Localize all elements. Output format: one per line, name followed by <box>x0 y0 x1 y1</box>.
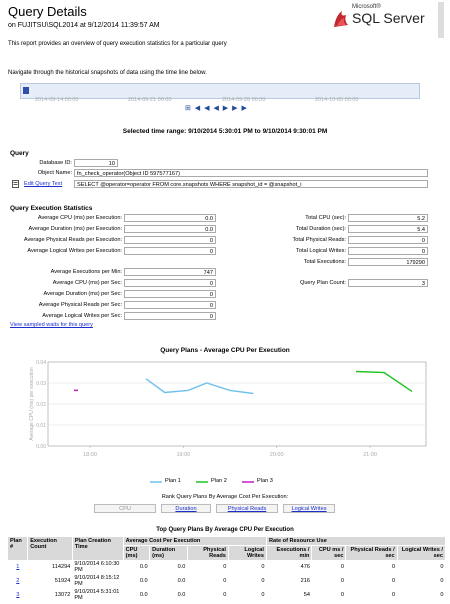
table-cell: 0 <box>340 578 344 584</box>
table-cell: 0 <box>440 592 444 598</box>
y-tick-label: 0.02 <box>36 402 46 408</box>
column-header: Duration (ms) <box>150 546 188 561</box>
report-description: This report provides an overview of query execution statistics for a particular query <box>8 41 227 47</box>
logo-sql-server-text: SQL Server <box>352 10 425 26</box>
table-cell: 0 <box>392 592 396 598</box>
stat-value: 747 <box>124 268 216 276</box>
stat-value: 0 <box>124 236 216 244</box>
page-subtitle: on FUJITSU\SQL2014 at 9/12/2014 11:39:57 AM <box>8 22 160 29</box>
legend-swatch-plan-3 <box>242 480 254 484</box>
y-tick-label: 0.03 <box>36 381 46 387</box>
rank-duration-button[interactable]: Duration <box>161 504 211 513</box>
table-cell: 0.0 <box>139 592 148 598</box>
plan-number-link[interactable]: 3 <box>16 592 20 598</box>
column-header: CPU ms / sec <box>312 546 346 561</box>
edit-query-text-link[interactable]: Edit Query Text <box>24 181 63 187</box>
stat-label: Average CPU (ms) per Sec: <box>52 280 122 286</box>
table-cell: 0.0 <box>139 578 148 584</box>
edit-icon[interactable] <box>12 180 19 188</box>
y-tick-label: 0.00 <box>36 444 46 450</box>
table-cell: 0 <box>392 578 396 584</box>
timeline-nav-buttons[interactable]: ⊞ ◀ ◀ ◀ ▶ ▶ ▶ <box>185 105 248 112</box>
column-header: Physical Reads <box>187 546 228 561</box>
stat-value: 0 <box>124 312 216 320</box>
plan-number-link[interactable]: 2 <box>16 578 20 584</box>
stat-label: Total Logical Writes: <box>296 248 346 254</box>
stat-value: 0.0 <box>124 225 216 233</box>
view-sampled-waits-link[interactable]: View sampled waits for this query <box>10 322 93 328</box>
chart-legend <box>150 478 300 486</box>
query-text-field: SELECT @operator=operator FROM core.snapshots WHERE snapshot_id = @snapshot_i <box>74 180 428 188</box>
cpu-per-execution-chart <box>28 358 448 483</box>
rank-label: Rank Query Plans By Average Cost Per Execution: <box>161 494 289 500</box>
table-cell: 476 <box>300 564 310 570</box>
table-cell: 0 <box>440 564 444 570</box>
table-cell: 0 <box>340 592 344 598</box>
table-cell: 9/10/2014 6:10:30 PM <box>74 561 120 573</box>
top-plans-title: Top Query Plans By Average CPU Per Execution <box>156 527 294 533</box>
column-header: Execution Count <box>28 537 73 560</box>
stat-value: 0 <box>348 236 428 244</box>
object-name-label: Object Name: <box>37 170 72 176</box>
x-tick-label: 20:00 <box>269 452 284 458</box>
stat-value: 179290 <box>348 258 428 266</box>
table-cell: 0 <box>223 564 227 570</box>
object-name-value: fn_check_operator(Object ID 597577167) <box>74 169 428 177</box>
stat-value: 0 <box>124 247 216 255</box>
table-row <box>8 574 446 588</box>
table-cell: 0 <box>223 592 227 598</box>
stat-label: Total CPU (sec): <box>305 215 346 221</box>
stat-value: 0 <box>124 290 216 298</box>
table-cell: 0.0 <box>177 592 186 598</box>
table-cell: 114294 <box>52 564 71 570</box>
selected-time-range: Selected time range: 9/10/2014 5:30:01 PM to 9/10/2014 9:30:01 PM <box>122 128 328 135</box>
rank-logical-writes-button[interactable]: Logical Writes <box>283 504 335 513</box>
query-section-title: Query <box>10 150 29 157</box>
table-cell: 0 <box>340 564 344 570</box>
column-header: Physical Reads / sec <box>346 546 397 561</box>
timeline-tick-label: 2014-09-14 00:00 <box>35 97 79 103</box>
legend-swatch-plan-1 <box>150 480 162 484</box>
stat-label: Average Duration (ms) per Execution: <box>28 226 122 232</box>
stat-value: 5.4 <box>348 225 428 233</box>
rank-cpu-button[interactable]: CPU <box>94 504 156 513</box>
table-cell: 0 <box>223 578 227 584</box>
table-cell: 0.0 <box>139 564 148 570</box>
page-title: Query Details <box>8 4 87 19</box>
stat-label: Average CPU (ms) per Execution: <box>37 215 122 221</box>
stat-value: 5.2 <box>348 214 428 222</box>
column-header: Plan # <box>8 537 28 560</box>
table-cell: 9/10/2014 8:15:12 PM <box>74 575 120 587</box>
y-tick-label: 0.04 <box>36 360 46 366</box>
stat-value: 0 <box>348 247 428 255</box>
legend-label: Plan 3 <box>257 478 273 484</box>
group-header-avg: Average Cost Per Execution <box>123 537 266 546</box>
column-header: Logical Writes <box>228 546 266 561</box>
column-header: Plan Creation Time <box>72 537 123 560</box>
logo-microsoft-text: Microsoft® <box>352 4 381 10</box>
stat-label: Average Executions per Min: <box>50 269 122 275</box>
timeline-handle[interactable] <box>23 87 29 94</box>
y-axis-label: Average CPU (ms) per execution <box>29 367 35 441</box>
plan-count-label: Query Plan Count: <box>299 280 346 286</box>
timeline-tick-label: 2014-09-21 00:00 <box>128 97 172 103</box>
stat-label: Total Executions: <box>303 259 346 265</box>
y-tick-label: 0.01 <box>36 423 46 429</box>
group-header-rate: Rate of Resource Use <box>266 537 445 546</box>
table-cell: 0.0 <box>177 564 186 570</box>
stat-label: Average Logical Writes per Execution: <box>27 248 122 254</box>
table-row <box>8 588 446 602</box>
plan-number-link[interactable]: 1 <box>16 564 20 570</box>
stat-value: 0.0 <box>124 214 216 222</box>
timeline-tick-label: 2014-09-28 00:00 <box>222 97 266 103</box>
sql-server-flame-icon <box>332 5 350 29</box>
plan-count-value: 3 <box>348 279 428 287</box>
table-cell: 0 <box>392 564 396 570</box>
stat-label: Average Physical Reads per Sec: <box>38 302 122 308</box>
x-tick-label: 21:00 <box>363 452 377 458</box>
table-cell: 0 <box>261 578 265 584</box>
snapshot-timeline[interactable] <box>20 83 420 99</box>
stat-label: Average Physical Reads per Execution: <box>23 237 122 243</box>
column-header: Logical Writes / sec <box>397 546 445 561</box>
rank-physical-reads-button[interactable]: Physical Reads <box>216 504 278 513</box>
stat-label: Total Physical Reads: <box>292 237 346 243</box>
stat-value: 0 <box>124 301 216 309</box>
execution-stats-title: Query Execution Statistics <box>10 205 93 212</box>
stat-label: Total Duration (sec): <box>295 226 346 232</box>
top-plans-table <box>8 537 446 602</box>
table-cell: 54 <box>303 592 310 598</box>
table-cell: 0.0 <box>177 578 186 584</box>
column-header: Executions / min <box>266 546 311 561</box>
stat-label: Average Logical Writes per Sec: <box>42 313 122 319</box>
column-header: CPU (ms) <box>123 546 150 561</box>
legend-swatch-plan-2 <box>196 480 208 484</box>
sql-server-logo <box>324 2 444 36</box>
table-cell: 51924 <box>54 578 71 584</box>
legend-label: Plan 2 <box>211 478 227 484</box>
x-tick-label: 19:00 <box>176 452 191 458</box>
table-cell: 0 <box>440 578 444 584</box>
table-cell: 216 <box>300 578 310 584</box>
x-tick-label: 18:00 <box>83 452 97 458</box>
timeline-hint: Navigate through the historical snapshots of data using the time line below. <box>8 70 207 76</box>
legend-label: Plan 1 <box>165 478 181 484</box>
timeline-tick-label: 2014-10-05 00:00 <box>315 97 359 103</box>
table-cell: 0 <box>261 564 265 570</box>
table-cell: 13072 <box>54 592 71 598</box>
logo-side-bar <box>438 2 444 38</box>
database-id-value: 10 <box>74 159 118 167</box>
table-cell: 9/10/2014 5:31:01 PM <box>74 589 120 601</box>
table-cell: 0 <box>261 592 265 598</box>
stat-label: Average Duration (ms) per Sec: <box>43 291 122 297</box>
table-row <box>8 560 446 574</box>
chart-title: Query Plans - Average CPU Per Execution <box>160 347 290 354</box>
database-id-label: Database ID: <box>39 160 72 166</box>
stat-value: 0 <box>124 279 216 287</box>
